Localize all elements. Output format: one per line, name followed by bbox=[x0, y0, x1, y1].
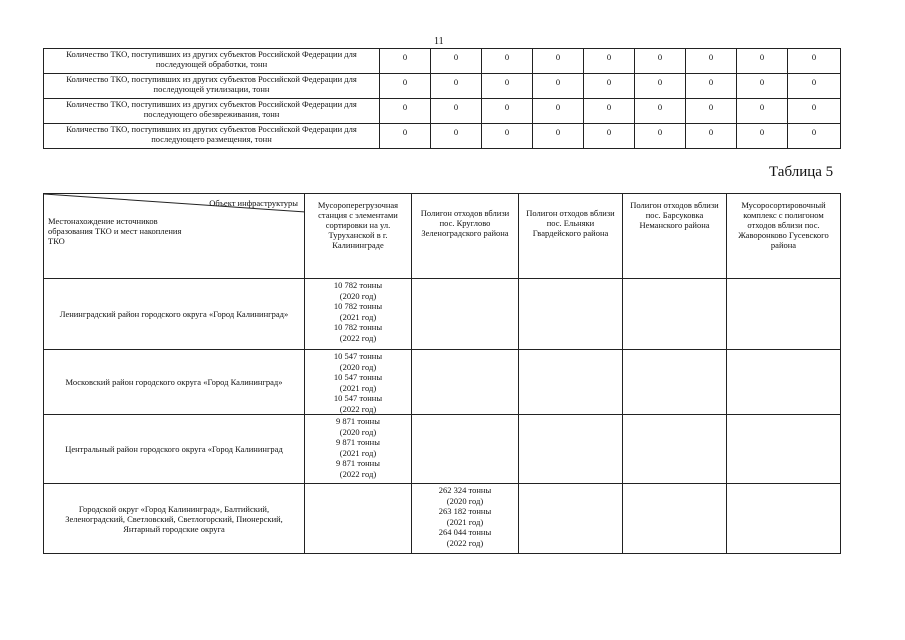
value-cell: 0 bbox=[686, 49, 737, 74]
amount-line: (2020 год) bbox=[339, 290, 377, 301]
table-row bbox=[44, 350, 841, 415]
value-cell: 0 bbox=[380, 74, 431, 99]
value-cell: 0 bbox=[431, 99, 482, 124]
table-row bbox=[44, 99, 841, 124]
value-cell: 0 bbox=[584, 49, 635, 74]
empty-cell bbox=[519, 484, 623, 554]
amount-line: 10 782 тонны bbox=[333, 322, 383, 332]
value-cell: 0 bbox=[482, 74, 533, 99]
column-header: Полигон отходов вблизи пос. Ельняки Гвардейского района bbox=[519, 194, 623, 279]
value-cell: 0 bbox=[635, 74, 686, 99]
empty-cell bbox=[305, 484, 412, 554]
page-number: 11 bbox=[434, 36, 444, 47]
value-cell: 0 bbox=[686, 74, 737, 99]
table-row bbox=[44, 484, 841, 554]
incoming-waste-table bbox=[43, 48, 841, 149]
value-cell: 0 bbox=[788, 99, 841, 124]
table-row bbox=[44, 415, 841, 484]
column-header: Мусороперегрузочная станция с элементами сортировки на ул. Туруханской в г. Калининграде bbox=[305, 194, 412, 279]
value-cell: 0 bbox=[482, 124, 533, 149]
amount-line: 263 182 тонны bbox=[438, 506, 492, 516]
table-caption: Таблица 5 bbox=[769, 164, 834, 180]
column-header: Полигон отходов вблизи пос. Барсуковка Неманского района bbox=[623, 194, 727, 279]
empty-cell bbox=[623, 279, 727, 350]
amount-cell bbox=[305, 350, 412, 415]
value-cell: 0 bbox=[380, 99, 431, 124]
amount-line: 10 782 тонны bbox=[333, 280, 383, 290]
amount-line: 10 547 тонны bbox=[333, 393, 383, 403]
amount-line: (2022 год) bbox=[339, 332, 377, 343]
table-row bbox=[44, 279, 841, 350]
row-label: Количество ТКО, поступивших из других субъектов Российской Федерации для последующей утилизации, тонн bbox=[44, 74, 380, 99]
value-cell: 0 bbox=[533, 74, 584, 99]
amount-line: 9 871 тонны bbox=[336, 416, 380, 426]
row-label: Количество ТКО, поступивших из других субъектов Российской Федерации для последующего обезвреживания, тонн bbox=[44, 99, 380, 124]
amount-line: (2022 год) bbox=[446, 537, 484, 548]
value-cell: 0 bbox=[380, 124, 431, 149]
empty-cell bbox=[727, 484, 841, 554]
empty-cell bbox=[623, 415, 727, 484]
empty-cell bbox=[519, 350, 623, 415]
table-5 bbox=[43, 193, 841, 554]
value-cell: 0 bbox=[788, 49, 841, 74]
empty-cell bbox=[727, 279, 841, 350]
amount-line: 10 782 тонны bbox=[333, 301, 383, 311]
amount-cell bbox=[305, 415, 412, 484]
empty-cell bbox=[519, 279, 623, 350]
amount-line: (2021 год) bbox=[339, 311, 377, 322]
incoming-waste-table-body bbox=[44, 49, 841, 149]
table-5-header-row bbox=[44, 194, 841, 279]
value-cell: 0 bbox=[584, 124, 635, 149]
value-cell: 0 bbox=[686, 124, 737, 149]
value-cell: 0 bbox=[533, 99, 584, 124]
value-cell: 0 bbox=[431, 124, 482, 149]
empty-cell bbox=[412, 350, 519, 415]
amount-line: 262 324 тонны bbox=[438, 485, 492, 495]
value-cell: 0 bbox=[584, 74, 635, 99]
empty-cell bbox=[519, 415, 623, 484]
value-cell: 0 bbox=[431, 49, 482, 74]
value-cell: 0 bbox=[533, 124, 584, 149]
table-row bbox=[44, 74, 841, 99]
value-cell: 0 bbox=[737, 99, 788, 124]
value-cell: 0 bbox=[635, 99, 686, 124]
corner-top-label: Объект инфраструктуры bbox=[209, 198, 298, 208]
amount-line: (2020 год) bbox=[339, 361, 377, 372]
amount-line: 9 871 тонны bbox=[336, 437, 380, 447]
amount-cell bbox=[412, 484, 519, 554]
table-row bbox=[44, 124, 841, 149]
row-label: Количество ТКО, поступивших из других субъектов Российской Федерации для последующего размещения, тонн bbox=[44, 124, 380, 149]
amount-line: 9 871 тонны bbox=[336, 458, 380, 468]
amount-line: 264 044 тонны bbox=[438, 527, 492, 537]
empty-cell bbox=[623, 350, 727, 415]
empty-cell bbox=[727, 350, 841, 415]
value-cell: 0 bbox=[788, 124, 841, 149]
empty-cell bbox=[412, 415, 519, 484]
amount-line: (2021 год) bbox=[339, 447, 377, 458]
corner-bottom-label: Местонахождение источников образования ТКО и мест накопления ТКО bbox=[48, 216, 182, 246]
row-label: Количество ТКО, поступивших из других субъектов Российской Федерации для последующей обработки, тонн bbox=[44, 49, 380, 74]
empty-cell bbox=[727, 415, 841, 484]
amount-cell bbox=[305, 279, 412, 350]
column-header: Полигон отходов вблизи пос. Круглово Зеленоградского района bbox=[412, 194, 519, 279]
value-cell: 0 bbox=[788, 74, 841, 99]
amount-line: (2022 год) bbox=[339, 403, 377, 414]
column-header: Мусоросортировочный комплекс с полигоном отходов вблизи пос. Жаворонково Гусевского района bbox=[727, 194, 841, 279]
value-cell: 0 bbox=[737, 124, 788, 149]
region-cell: Ленинградский район городского округа «Город Калининград» bbox=[44, 279, 305, 350]
amount-line: (2021 год) bbox=[446, 516, 484, 527]
region-cell: Городской округ «Город Калининград», Балтийский, Зеленоградский, Светловский, Светлогорский, Пионерский, Янтарный городские округа bbox=[44, 484, 305, 554]
amount-line: (2020 год) bbox=[446, 495, 484, 506]
amount-line: 10 547 тонны bbox=[333, 351, 383, 361]
amount-line: 10 547 тонны bbox=[333, 372, 383, 382]
region-cell: Центральный район городского округа «Город Калининград bbox=[44, 415, 305, 484]
header-corner-cell bbox=[44, 194, 305, 279]
value-cell: 0 bbox=[431, 74, 482, 99]
value-cell: 0 bbox=[635, 124, 686, 149]
table-row bbox=[44, 49, 841, 74]
amount-line: (2022 год) bbox=[339, 468, 377, 479]
value-cell: 0 bbox=[380, 49, 431, 74]
value-cell: 0 bbox=[635, 49, 686, 74]
amount-line: (2021 год) bbox=[339, 382, 377, 393]
empty-cell bbox=[623, 484, 727, 554]
value-cell: 0 bbox=[482, 99, 533, 124]
value-cell: 0 bbox=[737, 74, 788, 99]
value-cell: 0 bbox=[737, 49, 788, 74]
value-cell: 0 bbox=[686, 99, 737, 124]
value-cell: 0 bbox=[482, 49, 533, 74]
value-cell: 0 bbox=[584, 99, 635, 124]
empty-cell bbox=[412, 279, 519, 350]
value-cell: 0 bbox=[533, 49, 584, 74]
amount-line: (2020 год) bbox=[339, 426, 377, 437]
region-cell: Московский район городского округа «Город Калининград» bbox=[44, 350, 305, 415]
